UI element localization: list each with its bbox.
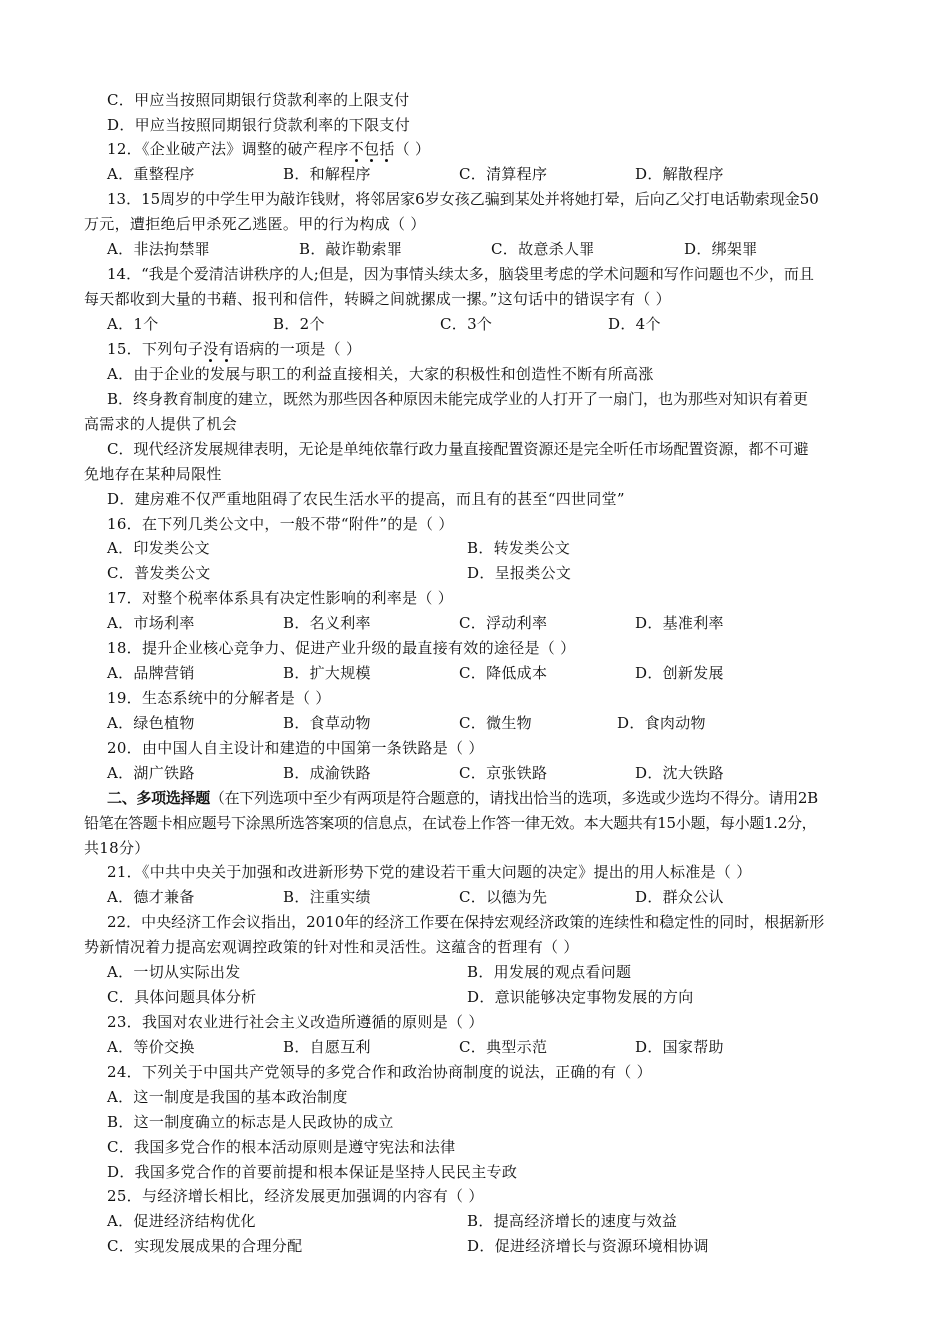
q21-option-d: D．群众公认 — [635, 888, 724, 906]
q24-option-c: C．我国多党合作的根本活动原则是遵守宪法和法律 — [107, 1138, 456, 1156]
q23-option-b: B．自愿互利 — [283, 1038, 371, 1056]
q25-option-b: B．提高经济增长的速度与效益 — [467, 1212, 678, 1230]
section-2-title: 二、多项选择题 — [107, 789, 210, 807]
q21-stem: 21．《中共中央关于加强和改进新形势下党的建设若干重大问题的决定》提出的用人标准是（ ） — [107, 863, 752, 881]
q12-option-c: C．清算程序 — [459, 165, 548, 183]
q15-option-b-cont: 高需求的人提供了机会 — [84, 415, 238, 433]
q25-option-c: C．实现发展成果的合理分配 — [107, 1237, 303, 1255]
q14-option-c: C．3个 — [440, 315, 493, 333]
q19-option-b: B．食草动物 — [283, 714, 371, 732]
q15-stem: 15．下列句子没有语病的一项是（ ） — [107, 340, 362, 358]
q12-stem: 12．《企业破产法》调整的破产程序不包括（ ） — [107, 140, 431, 158]
q20-option-a: A．湖广铁路 — [107, 764, 195, 782]
q11-option-d: D．甲应当按照同期银行贷款利率的下限支付 — [107, 116, 411, 134]
q16-option-c: C．普发类公文 — [107, 564, 211, 582]
q19-stem: 19．生态系统中的分解者是（ ） — [107, 689, 331, 707]
q22-stem: 22．中央经济工作会议指出，2010年的经济工作要在保持宏观经济政策的连续性和稳定性的同时，根据新形 — [107, 913, 825, 931]
q21-option-a: A．德才兼备 — [107, 888, 195, 906]
q22-option-c: C．具体问题具体分析 — [107, 988, 257, 1006]
q19-option-d: D．食肉动物 — [617, 714, 706, 732]
q15-option-c: C．现代经济发展规律表明，无论是单纯依靠行政力量直接配置资源还是完全听任市场配置资源，都不可避 — [107, 440, 809, 458]
q24-option-a: A．这一制度是我国的基本政治制度 — [107, 1088, 348, 1106]
q13-option-c: C．故意杀人罪 — [491, 240, 595, 258]
q24-option-b: B．这一制度确立的标志是人民政协的成立 — [107, 1113, 394, 1131]
q22-option-b: B．用发展的观点看问题 — [467, 963, 632, 981]
q14-stem-cont: 每天都收到大量的书藉、报刊和信件，转瞬之间就摞成一摞。”这句话中的错误字有（ ） — [84, 290, 671, 308]
q13-stem: 13．15周岁的中学生甲为敲诈钱财，将邻居家6岁女孩乙骗到某处并将她打晕，后向乙父打电话勒索现金50 — [107, 190, 819, 208]
q23-stem: 23．我国对农业进行社会主义改造所遵循的原则是（ ） — [107, 1013, 484, 1031]
q18-stem: 18．提升企业核心竞争力、促进产业升级的最直接有效的途径是（ ） — [107, 639, 576, 657]
q24-option-d: D．我国多党合作的首要前提和根本保证是坚持人民民主专政 — [107, 1163, 518, 1181]
q11-option-c: C．甲应当按照同期银行贷款利率的上限支付 — [107, 91, 410, 109]
q25-stem: 25．与经济增长相比，经济发展更加强调的内容有（ ） — [107, 1187, 484, 1205]
q12-option-d: D．解散程序 — [635, 165, 724, 183]
q19-option-a: A．绿色植物 — [107, 714, 195, 732]
q22-option-d: D．意识能够决定事物发展的方向 — [467, 988, 694, 1006]
q12-option-b: B．和解程序 — [283, 165, 371, 183]
q17-option-d: D．基准利率 — [635, 614, 724, 632]
q18-option-c: C．降低成本 — [459, 664, 548, 682]
q12-option-a: A．重整程序 — [107, 165, 195, 183]
q24-stem: 24．下列关于中国共产党领导的多党合作和政治协商制度的说法，正确的有（ ） — [107, 1063, 652, 1081]
q17-option-b: B．名义利率 — [283, 614, 371, 632]
q16-option-b: B．转发类公文 — [467, 539, 571, 557]
q14-option-b: B．2个 — [273, 315, 325, 333]
q23-option-d: D．国家帮助 — [635, 1038, 724, 1056]
q20-stem: 20．由中国人自主设计和建造的中国第一条铁路是（ ） — [107, 739, 484, 757]
q20-option-b: B．成渝铁路 — [283, 764, 371, 782]
q23-option-c: C．典型示范 — [459, 1038, 548, 1056]
q25-option-a: A．促进经济结构优化 — [107, 1212, 256, 1230]
q18-option-d: D．创新发展 — [635, 664, 724, 682]
q25-option-d: D．促进经济增长与资源环境相协调 — [467, 1237, 709, 1255]
q15-option-c-cont: 免地存在某种局限性 — [84, 465, 222, 483]
q14-option-a: A．1个 — [107, 315, 159, 333]
q14-stem: 14．“我是个爱清洁讲秩序的人;但是，因为事情头续太多，脑袋里考虑的学术问题和写作问题也不少，而且 — [107, 265, 814, 283]
section-2-score: 共18分） — [84, 839, 150, 857]
q20-option-d: D．沈大铁路 — [635, 764, 724, 782]
q13-option-b: B．敲诈勒索罪 — [299, 240, 403, 258]
q23-option-a: A．等价交换 — [107, 1038, 195, 1056]
q16-option-a: A．印发类公文 — [107, 539, 210, 557]
section-2-header: 二、多项选择题（在下列选项中至少有两项是符合题意的，请找出恰当的选项，多选或少选均不得分。请用2B — [107, 789, 818, 807]
q15-option-b: B．终身教育制度的建立，既然为那些因各种原因未能完成学业的人打开了一扇门，也为那些对知识有着更 — [107, 390, 809, 408]
q20-option-c: C．京张铁路 — [459, 764, 548, 782]
q17-option-c: C．浮动利率 — [459, 614, 548, 632]
q19-option-c: C．微生物 — [459, 714, 532, 732]
q16-option-d: D．呈报类公文 — [467, 564, 572, 582]
q15-option-d: D．建房难不仅严重地阻碍了农民生活水平的提高，而且有的甚至“四世同堂” — [107, 490, 625, 508]
q13-stem-cont: 万元，遭拒绝后甲杀死乙逃匿。甲的行为构成（ ） — [84, 215, 426, 233]
q17-stem: 17．对整个税率体系具有决定性影响的利率是（ ） — [107, 589, 454, 607]
q14-option-d: D．4个 — [608, 315, 661, 333]
q16-stem: 16．在下列几类公文中，一般不带“附件”的是（ ） — [107, 515, 454, 533]
q13-option-a: A．非法拘禁罪 — [107, 240, 210, 258]
q13-option-d: D．绑架罪 — [684, 240, 758, 258]
q18-option-b: B．扩大规模 — [283, 664, 371, 682]
q22-stem-cont: 势新情况着力提高宏观调控政策的针对性和灵活性。这蕴含的哲理有（ ） — [84, 938, 579, 956]
q15-option-a: A．由于企业的发展与职工的利益直接相关，大家的积极性和创造性不断有所高涨 — [107, 365, 654, 383]
q22-option-a: A．一切从实际出发 — [107, 963, 241, 981]
q21-option-b: B．注重实绩 — [283, 888, 371, 906]
q18-option-a: A．品牌营销 — [107, 664, 195, 682]
section-2-instructions: 铅笔在答题卡相应题号下涂黑所选答案项的信息点，在试卷上作答一律无效。本大题共有15小题，每小题1.2分， — [84, 814, 817, 832]
q21-option-c: C．以德为先 — [459, 888, 548, 906]
q17-option-a: A．市场利率 — [107, 614, 195, 632]
